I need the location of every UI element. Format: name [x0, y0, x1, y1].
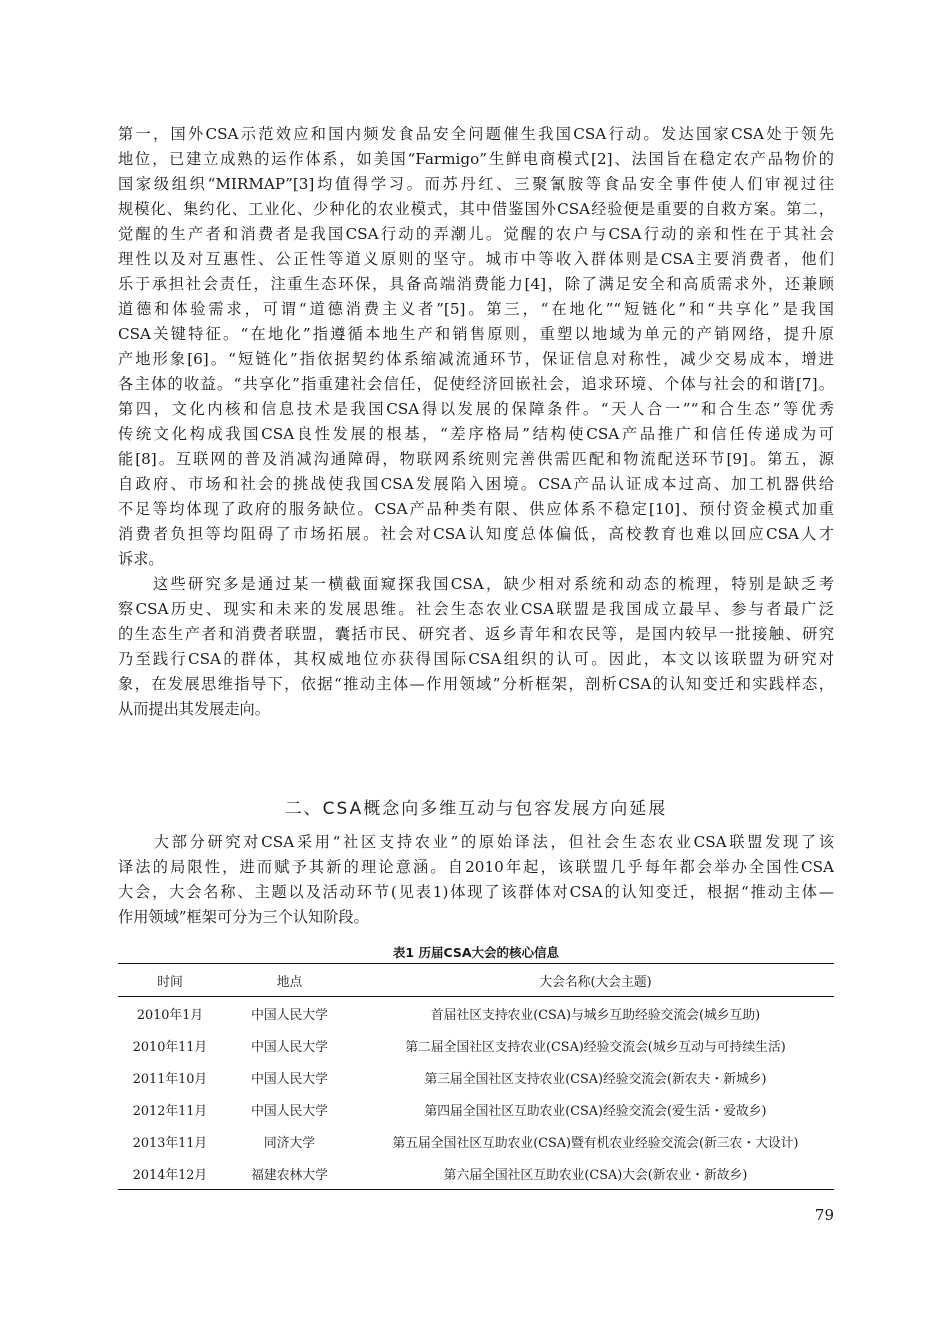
text-line: 国家级组织“MIRMAP”[3]均值得学习。而苏丹红、三聚氰胺等食品安全事件使人们审视过往	[118, 175, 834, 193]
text-line: 能[8]。互联网的普及消减沟通障碍，物联网系统则完善供需匹配和物流配送环节[9]。第五，源	[118, 450, 834, 468]
text-line: 自政府、市场和社会的挑战使我国CSA发展陷入困境。CSA产品认证成本过高、加工机器供给	[118, 475, 834, 493]
header-conference-name: 大会名称(大会主题)	[539, 974, 652, 990]
paragraph-1	[118, 122, 834, 572]
table-row	[118, 1125, 834, 1157]
text-line: 各主体的收益。“共享化”指重建社会信任，促使经济回嵌社会，追求环境、个体与社会的和谐[7]。	[118, 375, 834, 393]
paragraph-2	[118, 572, 834, 722]
table-row	[118, 1157, 834, 1190]
cell-place: 福建农林大学	[251, 1167, 328, 1183]
paragraph-3	[118, 830, 834, 930]
page-number: 79	[814, 1206, 834, 1224]
table-header-row	[118, 964, 834, 997]
csa-conference-table	[118, 963, 834, 1190]
text-line: 这些研究多是通过某一横截面窥探我国CSA，缺少相对系统和动态的梳理，特别是缺乏考	[118, 575, 834, 593]
header-place: 地点	[276, 974, 303, 990]
text-line: 象，在发展思维指导下，依据“推动主体—作用领域”分析框架，剖析CSA的认知变迁和实践样态，	[118, 675, 834, 693]
table-row	[118, 1029, 834, 1061]
cell-place: 中国人民大学	[251, 1039, 328, 1055]
text-line: 第四，文化内核和信息技术是我国CSA得以发展的保障条件。“天人合一”“和合生态”等优秀	[118, 400, 834, 418]
text-line: 从而提出其发展走向。	[118, 700, 270, 718]
cell-time: 2013年11月	[132, 1135, 208, 1151]
cell-conference-name: 第四届全国社区互助农业(CSA)经验交流会(爱生活・爱故乡)	[424, 1103, 767, 1119]
text-line: CSA关键特征。“在地化”指遵循本地生产和销售原则，重塑以地域为单元的产销网络，提升原	[118, 325, 834, 343]
cell-time: 2010年1月	[136, 1007, 204, 1023]
table-row	[118, 997, 834, 1030]
text-line: 地位，已建立成熟的运作体系，如美国“Farmigo”生鲜电商模式[2]、法国旨在稳定农产品物价的	[118, 150, 834, 168]
cell-conference-name: 第三届全国社区支持农业(CSA)经验交流会(新农夫・新城乡)	[424, 1071, 767, 1087]
body-text	[118, 122, 834, 722]
text-line: 诉求。	[118, 550, 164, 568]
cell-conference-name: 第二届全国社区支持农业(CSA)经验交流会(城乡互动与可持续生活)	[405, 1039, 786, 1055]
table-caption: 表1 历届CSA大会的核心信息	[392, 945, 560, 960]
text-line: 不足等均体现了政府的服务缺位。CSA产品种类有限、供应体系不稳定[10]、预付资金模式加重	[118, 500, 834, 518]
text-line: 产地形象[6]。“短链化”指依据契约体系缩减流通环节，保证信息对称性，减少交易成本，增进	[118, 350, 834, 368]
text-line: 大会，大会名称、主题以及活动环节(见表1)体现了该群体对CSA的认知变迁，根据“推动主体—	[118, 883, 834, 901]
text-line: 乐于承担社会责任，注重生态环保，具备高端消费能力[4]，除了满足安全和高质需求外，还兼顾	[118, 275, 834, 293]
text-line: 的生态生产者和消费者联盟，囊括市民、研究者、返乡青年和农民等，是国内较早一批接触、研究	[118, 625, 834, 643]
text-line: 觉醒的生产者和消费者是我国CSA行动的弄潮儿。觉醒的农户与CSA行动的亲和性在于其社会	[118, 225, 834, 243]
cell-time: 2010年11月	[132, 1039, 208, 1055]
table-row	[118, 1093, 834, 1125]
cell-conference-name: 首届社区支持农业(CSA)与城乡互助经验交流会(城乡互助)	[430, 1007, 761, 1023]
text-line: 作用领域”框架可分为三个认知阶段。	[118, 908, 369, 926]
text-line: 译法的局限性，进而赋予其新的理论意涵。自2010年起，该联盟几乎每年都会举办全国性CSA	[118, 858, 834, 876]
cell-place: 中国人民大学	[251, 1007, 328, 1023]
cell-time: 2014年12月	[132, 1167, 208, 1183]
text-line: 乃至践行CSA的群体，其权威地位亦获得国际CSA组织的认可。因此，本文以该联盟为研究对	[118, 650, 834, 668]
text-line: 道德和体验需求，可谓“道德消费主义者”[5]。第三，“在地化”“短链化”和“共享化”是我国	[118, 300, 834, 318]
text-line: 第一，国外CSA示范效应和国内频发食品安全问题催生我国CSA行动。发达国家CSA处于领先	[118, 125, 834, 143]
text-line: 传统文化构成我国CSA良性发展的根基，“差序格局”结构使CSA产品推广和信任传递成为可	[118, 425, 834, 443]
text-line: 察CSA历史、现实和未来的发展思维。社会生态农业CSA联盟是我国成立最早、参与者最广泛	[118, 600, 834, 618]
text-line: 规模化、集约化、工业化、少种化的农业模式，其中借鉴国外CSA经验便是重要的自救方案。第二，	[118, 200, 834, 218]
cell-conference-name: 第五届全国社区互助农业(CSA)暨有机农业经验交流会(新三农・大设计)	[392, 1135, 799, 1151]
cell-place: 中国人民大学	[251, 1071, 328, 1087]
cell-conference-name: 第六届全国社区互助农业(CSA)大会(新农业・新故乡)	[443, 1167, 748, 1183]
text-line: 消费者负担等均阻碍了市场拓展。社会对CSA认知度总体偏低，高校教育也难以回应CSA人才	[118, 525, 834, 543]
cell-time: 2012年11月	[132, 1103, 208, 1119]
text-line: 大部分研究对CSA采用“社区支持农业”的原始译法，但社会生态农业CSA联盟发现了该	[118, 833, 834, 851]
text-line: 理性以及对互惠性、公正性等道义原则的坚守。城市中等收入群体则是CSA主要消费者，他们	[118, 250, 834, 268]
header-time: 时间	[157, 974, 183, 990]
section-heading: 二、CSA概念向多维互动与包容发展方向延展	[284, 799, 668, 819]
cell-time: 2011年10月	[132, 1071, 208, 1087]
cell-place: 同济大学	[263, 1135, 316, 1151]
table-row	[118, 1061, 834, 1093]
cell-place: 中国人民大学	[251, 1103, 328, 1119]
